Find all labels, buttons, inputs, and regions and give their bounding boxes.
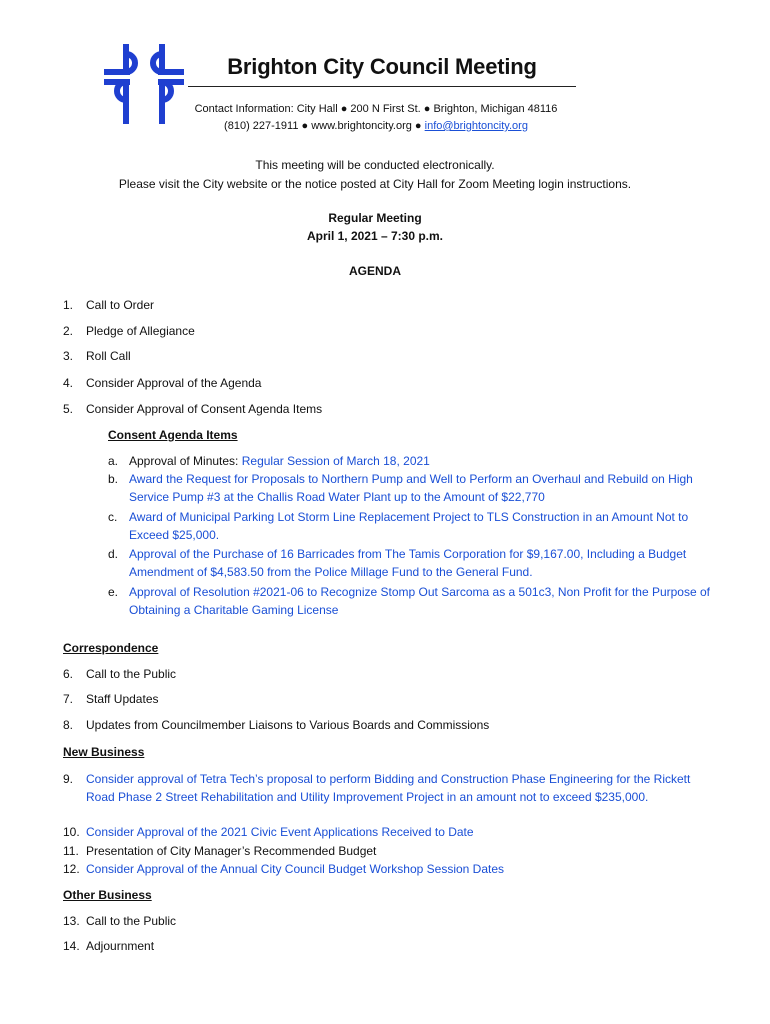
contact-phone-web: (810) 227-1911 ● www.brightoncity.org ● [224,120,425,132]
consent-item-link[interactable]: Award the Request for Proposals to Northern Pump and Well to Perform an Overhaul and Rebuild on High Service Pump #3 at the Challis Road Water Plant up to the Amount of $22,770 [129,472,693,504]
email-link[interactable]: info@brightoncity.org [424,120,528,132]
item-number: 14. [63,939,80,953]
title-divider [188,86,576,87]
item-text: Consider Approval of the Agenda [86,376,262,390]
item-link[interactable]: Consider approval of Tetra Tech’s proposal to perform Bidding and Construction Phase Engineering for the Rickett Road Phase 2 Street Rehabilitation and Utility Improvement Project in an amount not to exceed $235,000. [86,772,691,804]
item-text: Call to the Public [86,667,177,681]
item-number: 5. [63,402,74,416]
item-text: Roll Call [86,349,131,363]
consent-prefix: Approval of Minutes: [129,454,242,468]
consent-letter: c. [108,510,118,524]
item-text: Updates from Councilmember Liaisons to Various Boards and Commissions [86,718,490,732]
consent-letter: b. [108,472,119,486]
item-number: 3. [63,349,74,363]
meeting-datetime: April 1, 2021 – 7:30 p.m. [306,229,444,243]
meeting-type: Regular Meeting [328,211,422,225]
minutes-link[interactable]: Regular Session of March 18, 2021 [241,454,430,468]
item-number: 1. [63,298,74,312]
item-text: Call to Order [86,298,155,312]
item-number: 2. [63,324,74,338]
item-text: Adjournment [86,939,155,953]
item-number: 10. [63,825,80,839]
notice-line-1: This meeting will be conducted electronically. [255,158,495,172]
item-text: Pledge of Allegiance [86,324,195,338]
consent-letter: a. [108,454,119,468]
document-title: Brighton City Council Meeting [227,54,537,79]
consent-item-link[interactable]: Approval of Resolution #2021-06 to Recognize Stomp Out Sarcoma as a 501c3, Non Profit for the Purpose of Obtaining a Charitable Gaming License [129,585,710,617]
consent-item-link[interactable]: Approval of the Purchase of 16 Barricades from The Tamis Corporation for $9,167.00, Including a Budget Amendment of $4,583.50 from the Police Millage Fund to the General Fund. [129,547,687,579]
item-number: 7. [63,692,74,706]
contact-line-1: Contact Information: City Hall ● 200 N First St. ● Brighton, Michigan 48116 [194,103,558,115]
agenda-label: AGENDA [348,264,401,278]
new-business-heading: New Business [63,745,145,759]
item-number: 11. [63,844,79,858]
item-number: 8. [63,718,74,732]
other-business-heading: Other Business [63,888,152,902]
item-link[interactable]: Consider Approval of the Annual City Council Budget Workshop Session Dates [86,862,505,876]
contact-line-2 [176,120,576,132]
item-text: Call to the Public [86,914,177,928]
brighton-logo-icon [104,42,184,126]
item-number: 9. [63,772,74,786]
item-link[interactable]: Consider Approval of the 2021 Civic Event Applications Received to Date [86,825,474,839]
notice-line-2: Please visit the City website or the notice posted at City Hall for Zoom Meeting login instructions. [118,177,632,191]
consent-letter: d. [108,547,119,561]
item-text: Presentation of City Manager’s Recommended Budget [86,844,377,858]
item-number: 4. [63,376,74,390]
item-number: 12. [63,862,80,876]
consent-heading: Consent Agenda Items [108,428,238,442]
item-text: Staff Updates [86,692,159,706]
item-text: Consider Approval of Consent Agenda Items [86,402,323,416]
consent-item [129,452,729,470]
correspondence-heading: Correspondence [63,641,159,655]
item-number: 6. [63,667,74,681]
consent-letter: e. [108,585,119,599]
item-number: 13. [63,914,80,928]
consent-item-link[interactable]: Award of Municipal Parking Lot Storm Line Replacement Project to TLS Construction in an Amount Not to Exceed $25,000. [129,510,689,542]
